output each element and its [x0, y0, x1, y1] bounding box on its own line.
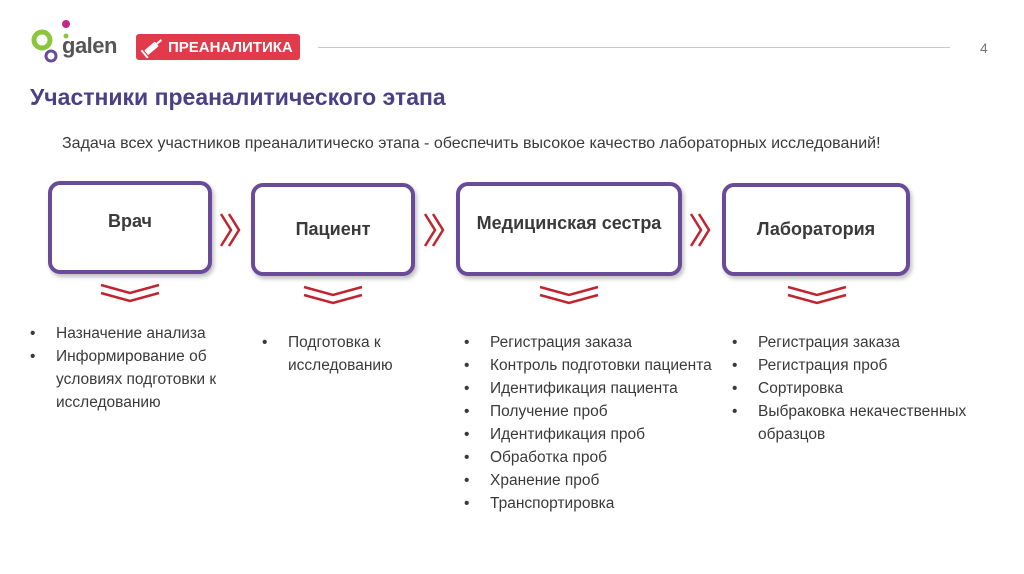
task-list-patient [260, 331, 440, 377]
chevron-down-icon [99, 283, 161, 305]
participant-label: Пациент [295, 219, 371, 240]
task-list-nurse [462, 331, 722, 515]
list-item: • Транспортировка [462, 492, 722, 515]
participant-box-nurse [456, 182, 682, 276]
list-item: • Регистрация заказа [730, 331, 1010, 354]
participant-box-patient [251, 183, 415, 276]
list-item: • Подготовка к исследованию [260, 331, 440, 377]
logo-text: galen [62, 33, 117, 58]
chevron-down-icon [302, 285, 364, 307]
chevron-right-icon [422, 210, 448, 250]
chevron-down-icon [786, 285, 848, 307]
list-item: • Выбраковка некачественных образцов [730, 400, 1010, 446]
list-item: • Сортировка [730, 377, 1010, 400]
list-item: • Регистрация заказа [462, 331, 722, 354]
list-item: • Регистрация проб [730, 354, 1010, 377]
chevron-right-icon [688, 210, 714, 250]
participant-label: Лаборатория [756, 219, 876, 240]
list-item: • Информирование об условиях подготовки к исследованию [28, 345, 258, 414]
participant-label: Врач [107, 211, 152, 232]
page-subtitle: Задача всех участников преаналитическо этапа - обеспечить высокое качество лабораторных исследований! [62, 135, 881, 152]
preanalytics-badge [136, 34, 300, 60]
list-item: • Обработка проб [462, 446, 722, 469]
badge-label: ПРЕАНАЛИТИКА [168, 38, 293, 56]
participant-label: Медицинская сестра [476, 212, 662, 233]
participant-box-lab [722, 183, 910, 276]
list-item: • Идентификация пациента [462, 377, 722, 400]
syringe-icon [140, 34, 166, 60]
list-item: • Назначение анализа [28, 322, 258, 345]
chevron-down-icon [538, 285, 600, 307]
page-title: Участники преаналитического этапа [30, 84, 446, 110]
header-divider [318, 47, 950, 48]
task-list-lab [730, 331, 1010, 446]
list-item: • Получение проб [462, 400, 722, 423]
list-item: • Хранение проб [462, 469, 722, 492]
page-number: 4 [980, 40, 988, 56]
task-list-doctor [28, 322, 258, 414]
list-item: • Контроль подготовки пациента [462, 354, 722, 377]
list-item: • Идентификация проб [462, 423, 722, 446]
chevron-right-icon [218, 210, 244, 250]
participant-box-doctor [48, 181, 212, 274]
